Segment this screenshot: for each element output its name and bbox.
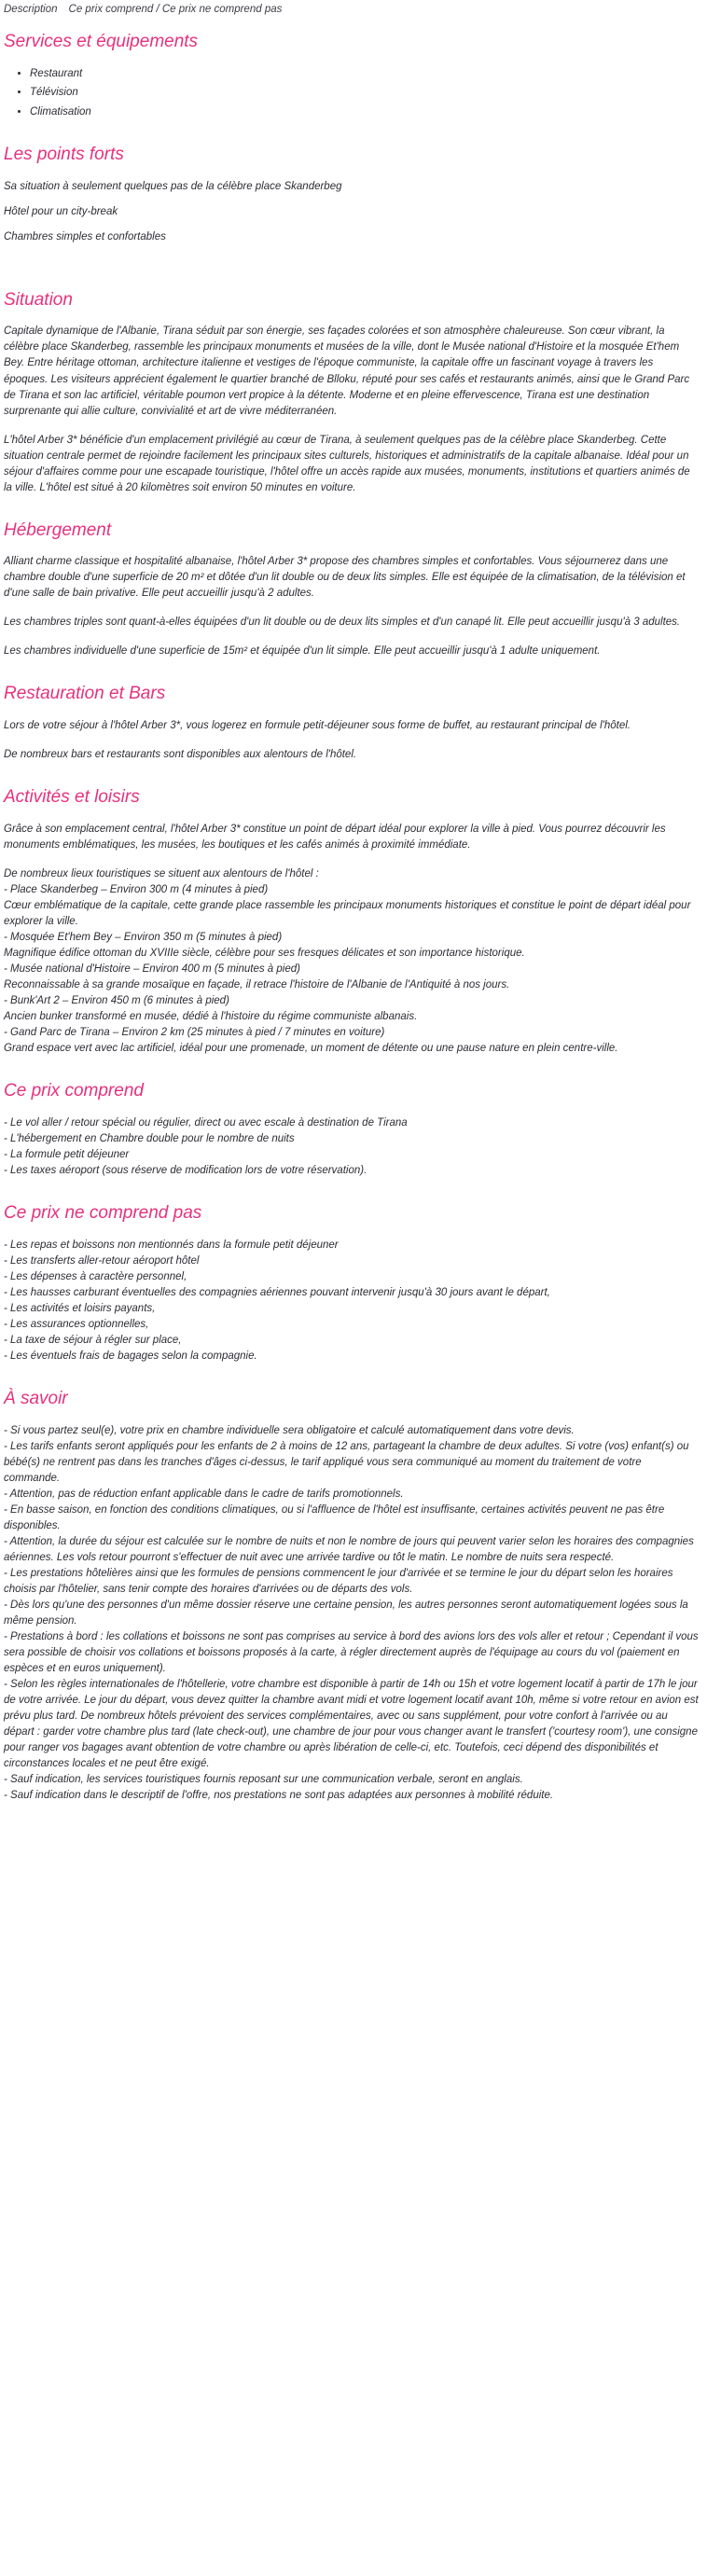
excluded-line: - Les dépenses à caractère personnel, xyxy=(4,1271,187,1283)
paragraph: Capitale dynamique de l'Albanie, Tirana séduit par son énergie, ses façades colorées et son atmosphère chaleureuse. Son cœur vibrant, la célèbre place Skanderbeg, rassemble les principaux monuments et musées de la ville, dont le Musée national d'Histoire et la mosquée Et'hem Bey. Entre héritage ottoman, architecture italienne et vestiges de l'époque communiste, la capitale offre un fascinant voyage à travers les époques. Les visiteurs apprécient également le quartier branché de Blloku, réputé pour ses cafés et restaurants animés, ainsi que le Grand Parc de Tirana et son lac artificiel, véritable poumon vert propice à la détente. Moderne et en pleine effervescence, Tirana est une destination surprenante qui allie culture, convivialité et art de vivre méditerranéen. xyxy=(4,325,690,417)
excluded-line: - Les transferts aller-retour aéroport hôtel xyxy=(4,1255,200,1267)
excluded-line: - Les activités et loisirs payants, xyxy=(4,1303,156,1315)
section-restauration xyxy=(4,684,700,763)
section-title-hebergement: Hébergement xyxy=(4,519,112,540)
excluded-list xyxy=(4,1238,700,1364)
note-line: - Les tarifs enfants seront appliqués pour les enfants de 2 à moins de 12 ans, partageant la chambre de deux adultes. Si votre (vos) enfant(s) ou bébé(s) ne rentrent pas dans les tranches d'âges ci-dessus, le tarif appliqué vous sera communiqué au moment du traitement de votre commande. xyxy=(4,1440,689,1484)
section-title-services: Services et équipements xyxy=(4,32,199,51)
section-a-savoir xyxy=(4,1389,700,1804)
section-situation xyxy=(4,290,700,496)
section-prix-comprend xyxy=(4,1081,700,1179)
poi-line: - Gand Parc de Tirana – Environ 2 km (25 minutes à pied / 7 minutes en voiture) xyxy=(4,1027,385,1039)
note-line: - Prestations à bord : les collations et boissons ne sont pas comprises au service à bord des avions lors des vols aller et retour ; Cependant il vous sera possible de choisir vos collations et boissons proposés à la carte, à régler directement auprès de l'équipage au cours du vol (paiement en espèces et en euros uniquement). xyxy=(4,1631,699,1675)
section-title-a-savoir: À savoir xyxy=(4,1389,68,1409)
section-title-restauration: Restauration et Bars xyxy=(4,684,166,704)
paragraph: Alliant charme classique et hospitalité albanaise, l'hôtel Arber 3* propose des chambres simples et confortables. Vous séjournerez dans une chambre double d'une superficie de 20 m² et dôtée d'un lit double ou de deux lits simples. Elle est équipée de la climatisation, de la télévision et d'une salle de bain privative. Elle peut accueillir jusqu'à 2 adultes. xyxy=(4,556,686,600)
section-hebergement xyxy=(4,520,700,660)
excluded-line: - Les assurances optionnelles, xyxy=(4,1319,149,1331)
excluded-line: - Les repas et boissons non mentionnés dans la formule petit déjeuner xyxy=(4,1239,339,1251)
poi-line: - Mosquée Et'hem Bey – Environ 350 m (5 minutes à pied) xyxy=(4,932,283,944)
section-title-situation: Situation xyxy=(4,289,73,310)
poi-line: - Bunk'Art 2 – Environ 450 m (6 minutes à pied) xyxy=(4,995,229,1007)
section-points-forts xyxy=(4,145,700,245)
paragraph: L'hôtel Arber 3* bénéficie d'un emplacement privilégié au cœur de Tirana, à seulement quelques pas de la célèbre place Skanderbeg. Cette situation centrale permet de rejoindre facilement les principaux sites culturels, historiques et administratifs de la capitale albanaise. Idéal pour un séjour d'affaires comme pour une escapade touristique, l'hôtel offre un accès rapide aux musées, monuments, institutions et quartiers animés de la ville. L'hôtel est situé à 20 kilomètres soit environ 50 minutes en voiture. xyxy=(4,434,690,493)
poi-line: Ancien bunker transformé en musée, dédié à l'histoire du régime communiste albanais. xyxy=(4,1011,418,1023)
note-line: - Si vous partez seul(e), votre prix en chambre individuelle sera obligatoire et calculé automatiquement dans votre devis. xyxy=(4,1424,575,1436)
note-line: - Attention, pas de réduction enfant applicable dans le cadre de tarifs promotionnels. xyxy=(4,1488,404,1500)
note-line: - Les prestations hôtelières ainsi que les formules de pensions commencent le jour d'arrivée et se termine le jour du départ selon les horaires choisis par l'hôtelier, sans tenir compte des horaires d'arrivées ou de départs des vols. xyxy=(4,1568,673,1596)
section-title-prix-comprend: Ce prix comprend xyxy=(4,1081,144,1101)
paragraph: Chambres simples et confortables xyxy=(4,230,166,242)
section-title-prix-ne-comprend-pas: Ce prix ne comprend pas xyxy=(4,1203,202,1224)
paragraph: Grâce à son emplacement central, l'hôtel Arber 3* constitue un point de départ idéal pour explorer la ville à pied. Vous pourrez découvrir les monuments emblématiques, les musées, les boutiques et les cafés animés à proximité immédiate. xyxy=(4,824,666,852)
note-line: - En basse saison, en fonction des conditions climatiques, ou si l'affluence de l'hôtel est insuffisante, certaines activités peuvent ne pas être disponibles. xyxy=(4,1503,665,1531)
excluded-line: - Les éventuels frais de bagages selon la compagnie. xyxy=(4,1350,257,1363)
included-line: - Le vol aller / retour spécial ou régulier, direct ou avec escale à destination de Tirana xyxy=(4,1117,408,1129)
excluded-line: - La taxe de séjour à régler sur place, xyxy=(4,1335,182,1347)
list-item: • Restaurant xyxy=(30,66,700,82)
section-title-points-forts: Les points forts xyxy=(4,144,124,164)
services-list xyxy=(4,66,700,120)
note-line: - Dès lors qu'une des personnes d'un même dossier réserve une certaine pension, les autres personnes seront automatiquement logées sous la même pension. xyxy=(4,1600,688,1627)
poi-line: - Musée national d'Histoire – Environ 400 m (5 minutes à pied) xyxy=(4,963,300,976)
included-line: - L'hébergement en Chambre double pour le nombre de nuits xyxy=(4,1133,295,1145)
paragraph: Sa situation à seulement quelques pas de la célèbre place Skanderbeg xyxy=(4,180,342,192)
section-title-activites: Activités et loisirs xyxy=(4,787,140,808)
paragraph: De nombreux bars et restaurants sont disponibles aux alentours de l'hôtel. xyxy=(4,749,357,761)
section-services xyxy=(4,32,700,120)
poi-line: Grand espace vert avec lac artificiel, idéal pour une promenade, un moment de détente ou une pause nature en plein centre-ville. xyxy=(4,1043,618,1055)
list-item: • Télévision xyxy=(30,85,700,101)
paragraph: Les chambres triples sont quant-à-elles équipées d'un lit double ou de deux lits simples et d'un canapé lit. Elle peut accueillir jusqu'à 3 adultes. xyxy=(4,616,681,629)
anchor-tabs xyxy=(4,4,700,15)
tab-description[interactable]: Description xyxy=(4,4,58,15)
poi-list xyxy=(4,866,700,1057)
paragraph: Lors de votre séjour à l'hôtel Arber 3*, vous logerez en formule petit-déjeuner sous forme de buffet, au restaurant principal de l'hôtel. xyxy=(4,720,631,732)
note-line: - Selon les règles internationales de l'hôtellerie, votre chambre est disponible à partir de 14h ou 15h et votre logement locatif à partir de 17h le jour de votre arrivée. Le jour du départ, vous devez quitter la chambre avant midi et votre logement locatif avant 10h, même si votre retour en avion est prévu plus tard. De nombreux hôtels prévoient des services complémentaires, avec ou sans supplément, pour votre confort à l'arrivée ou au départ : garder votre chambre plus tard (late check-out), une chambre de jour pour vous changer avant le transfert ('courtesy room'), une consigne pour ranger vos bagages avant obtention de votre chambre ou après libération de celle-ci, etc. Toutefois, ceci dépend des disponibilités et circonstances locales et ne peut être exigé. xyxy=(4,1679,699,1770)
poi-line: De nombreux lieux touristiques se situent aux alentours de l'hôtel : xyxy=(4,868,319,880)
note-line: - Sauf indication, les services touristiques fournis reposant sur une communication verbale, seront en anglais. xyxy=(4,1774,523,1786)
note-line: - Attention, la durée du séjour est calculée sur le nombre de nuits et non le nombre de jours qui peuvent varier selon les horaires des compagnies aériennes. Les vols retour pourront s'effectuer de nuit avec une arrivée tardive ou tôt le matin. Le nombre de nuits sera respecté. xyxy=(4,1536,694,1564)
included-list xyxy=(4,1115,700,1179)
poi-line: Magnifique édifice ottoman du XVIIIe siècle, célèbre pour ses fresques délicates et son importance historique. xyxy=(4,948,525,960)
excluded-line: - Les hausses carburant éventuelles des compagnies aériennes pouvant intervenir jusqu'à 30 jours avant le départ, xyxy=(4,1287,550,1299)
included-line: - Les taxes aéroport (sous réserve de modification lors de votre réservation). xyxy=(4,1165,367,1177)
paragraph: Hôtel pour un city-break xyxy=(4,205,118,217)
list-item: • Climatisation xyxy=(30,104,700,120)
included-line: - La formule petit déjeuner xyxy=(4,1149,130,1161)
section-prix-ne-comprend-pas xyxy=(4,1203,700,1364)
notes-list xyxy=(4,1423,700,1804)
note-line: - Sauf indication dans le descriptif de l'offre, nos prestations ne sont pas adaptées aux personnes à mobilité réduite. xyxy=(4,1790,554,1802)
poi-line: Cœur emblématique de la capitale, cette grande place rassemble les principaux monuments historiques et constitue le point de départ idéal pour explorer la ville. xyxy=(4,900,691,928)
paragraph: Les chambres individuelle d'une superficie de 15m² et équipée d'un lit simple. Elle peut accueillir jusqu'à 1 adulte uniquement. xyxy=(4,645,601,658)
section-activites xyxy=(4,787,700,1057)
tab-price-details[interactable]: Ce prix comprend / Ce prix ne comprend pas xyxy=(68,4,283,15)
poi-line: - Place Skanderbeg – Environ 300 m (4 minutes à pied) xyxy=(4,884,269,896)
poi-line: Reconnaissable à sa grande mosaïque en façade, il retrace l'histoire de l'Albanie de l'Antiquité à nos jours. xyxy=(4,979,510,991)
